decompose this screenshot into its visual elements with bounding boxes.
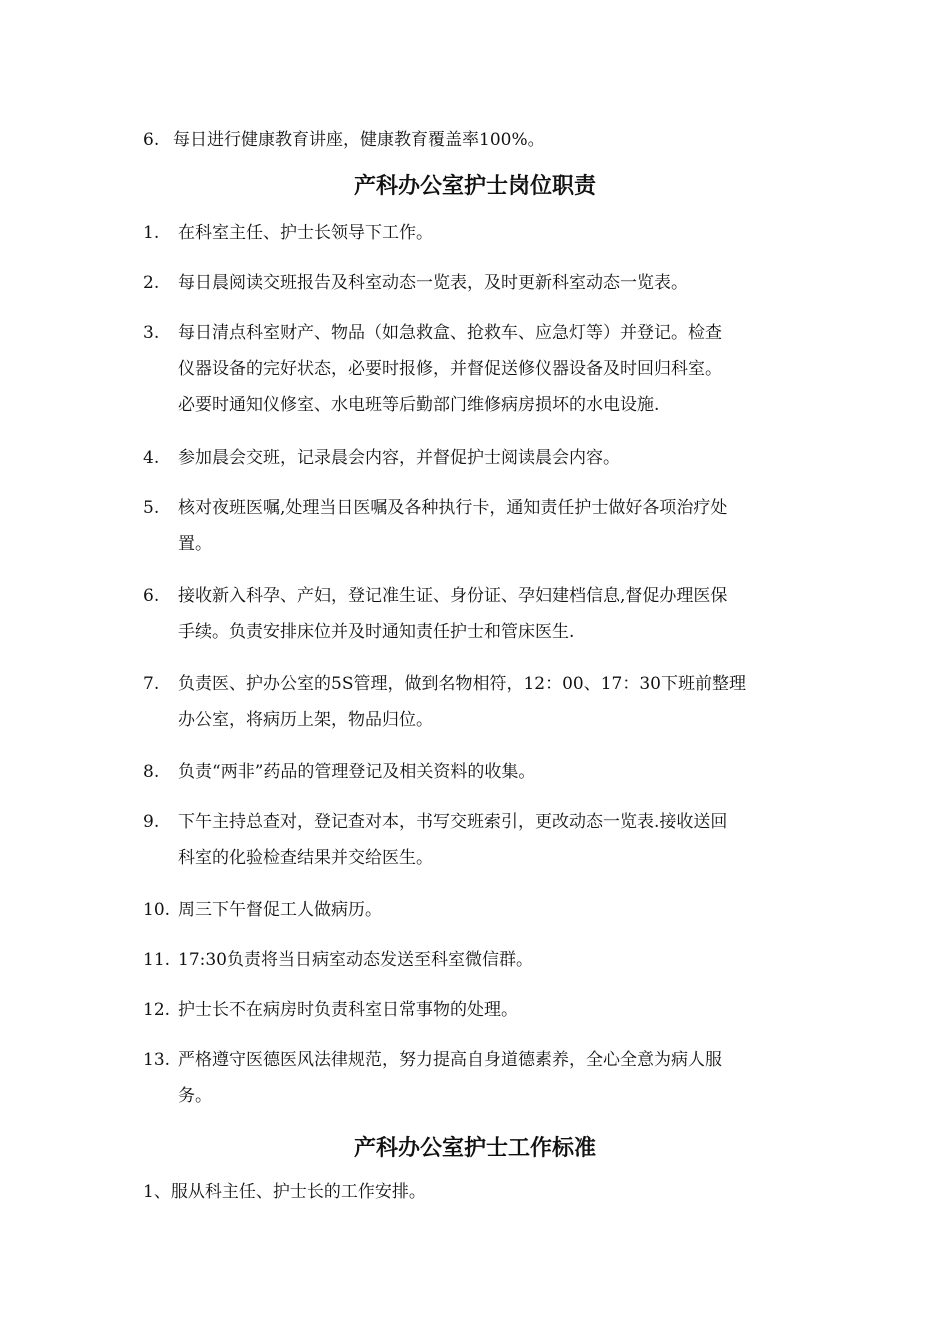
item-number: 3. — [143, 323, 160, 343]
item-text-line: 严格遵守医德医风法律规范，努力提高自身道德素养，全心全意为病人服 — [178, 1050, 722, 1070]
item-number: 2. — [143, 273, 160, 293]
item-text-line: 仪器设备的完好状态，必要时报修，并督促送修仪器设备及时回归科室。 — [178, 359, 722, 379]
item-text-line: 核对夜班医嘱,处理当日医嘱及各种执行卡，通知责任护士做好各项治疗处 — [178, 498, 728, 518]
item-text-line: 护士长不在病房时负责科室日常事物的处理。 — [178, 1000, 518, 1020]
item-number: 6. — [143, 586, 160, 606]
item-number: 6. — [143, 130, 160, 150]
item-text-line: 在科室主任、护士长领导下工作。 — [178, 223, 433, 243]
item-text-line: 17:30负责将当日病室动态发送至科室微信群。 — [178, 950, 533, 970]
item-text-line: 每日清点科室财产、物品（如急救盒、抢救车、应急灯等）并登记。检查 — [178, 323, 722, 343]
item-text-line: 负责“两非”药品的管理登记及相关资料的收集。 — [178, 762, 536, 782]
standards-first-line: 1、服从科主任、护士长的工作安排。 — [143, 1182, 426, 1202]
item-text-line: 参加晨会交班，记录晨会内容，并督促护士阅读晨会内容。 — [178, 448, 620, 468]
item-number: 11. — [143, 950, 171, 970]
item-number: 8. — [143, 762, 160, 782]
item-text-line: 必要时通知仪修室、水电班等后勤部门维修病房损坏的水电设施. — [178, 395, 660, 415]
item-text-line: 周三下午督促工人做病历。 — [178, 900, 382, 920]
item-number: 7. — [143, 674, 160, 694]
item-text-line: 负责医、护办公室的5S管理，做到名物相符，12：00、17：30下班前整理 — [178, 674, 746, 694]
item-text-line: 办公室，将病历上架，物品归位。 — [178, 710, 433, 730]
item-number: 9. — [143, 812, 160, 832]
item-text-line: 置。 — [178, 534, 212, 554]
item-text-line: 务。 — [178, 1086, 212, 1106]
item-number: 12. — [143, 1000, 171, 1020]
item-number: 10. — [143, 900, 171, 920]
item-number: 13. — [143, 1050, 171, 1070]
item-text-line: 科室的化验检查结果并交给医生。 — [178, 848, 433, 868]
item-number: 4. — [143, 448, 160, 468]
item-text: 每日进行健康教育讲座，健康教育覆盖率100%。 — [173, 130, 545, 150]
item-number: 5. — [143, 498, 160, 518]
item-number: 1. — [143, 223, 160, 243]
item-text-line: 每日晨阅读交班报告及科室动态一览表，及时更新科室动态一览表。 — [178, 273, 688, 293]
item-text-line: 手续。负责安排床位并及时通知责任护士和管床医生. — [178, 622, 575, 642]
item-text-line: 接收新入科孕、产妇，登记准生证、身份证、孕妇建档信息,督促办理医保 — [178, 586, 728, 606]
section-title-standards: 产科办公室护士工作标准 — [353, 1136, 596, 1161]
section-title-duties: 产科办公室护士岗位职责 — [353, 174, 596, 199]
item-text-line: 下午主持总查对，登记查对本，书写交班索引，更改动态一览表.接收送回 — [178, 812, 728, 832]
